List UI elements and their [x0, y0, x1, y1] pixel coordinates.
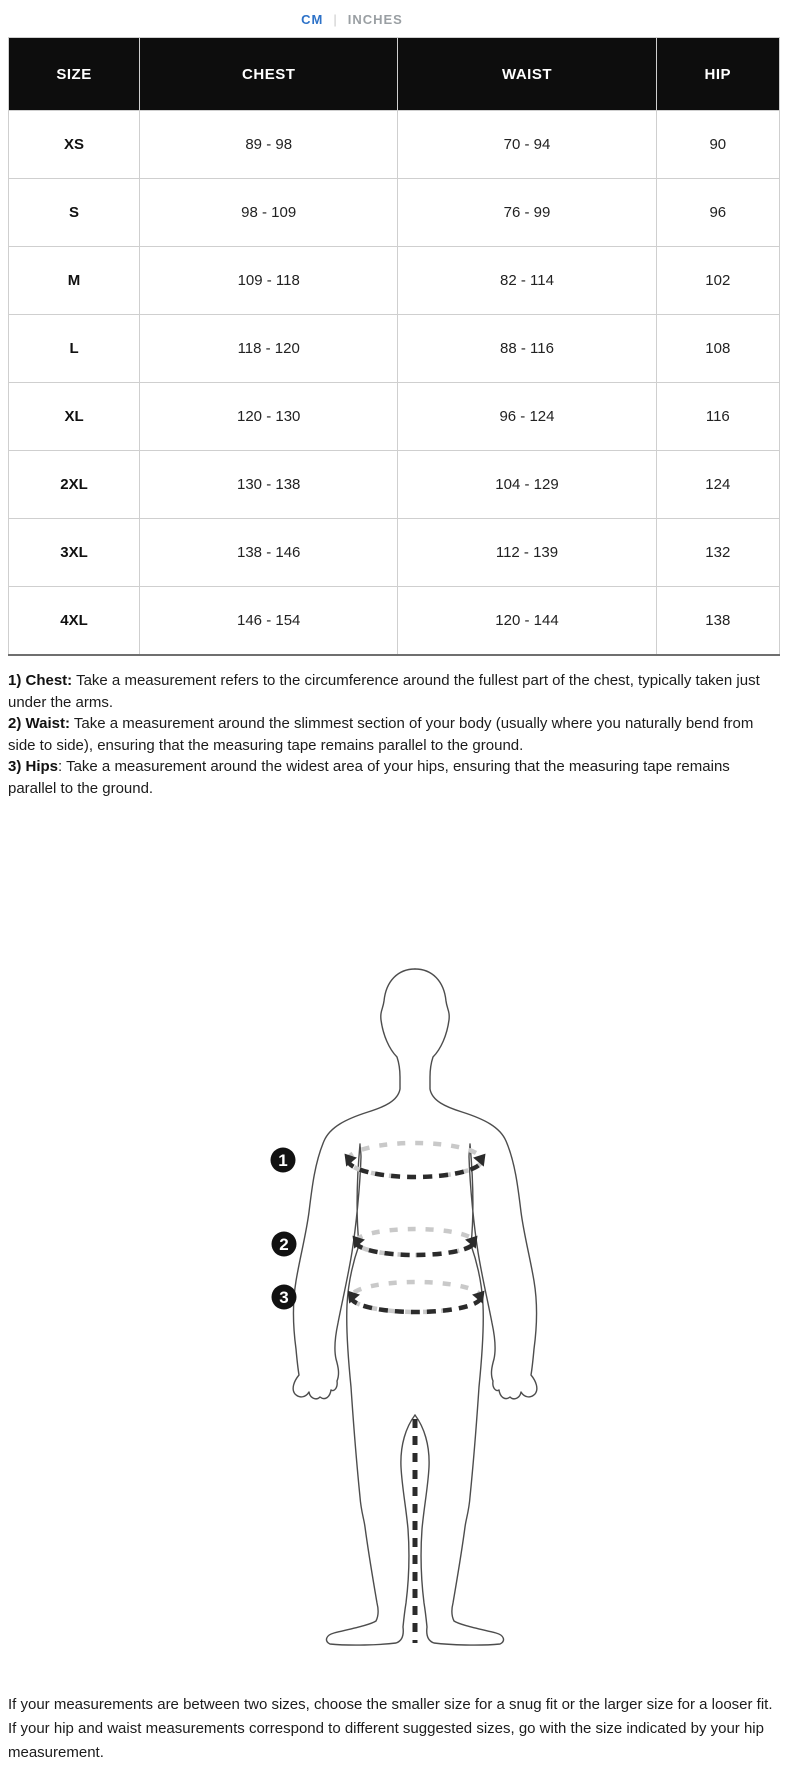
- body-figure-illustration: [230, 857, 560, 1657]
- waist-cell: 82 - 114: [398, 247, 656, 315]
- waist-cell: 112 - 139: [398, 519, 656, 587]
- size-cell: S: [9, 179, 140, 247]
- marker-waist-number: 2: [279, 1235, 289, 1254]
- waist-cell: 70 - 94: [398, 111, 656, 179]
- chest-cell: 118 - 120: [140, 315, 398, 383]
- hip-cell: 108: [656, 315, 779, 383]
- marker-chest-number: 1: [278, 1151, 288, 1170]
- size-row-3xl: [9, 519, 780, 587]
- size-cell: XS: [9, 111, 140, 179]
- marker-hip-number: 3: [279, 1288, 289, 1307]
- hip-cell: 102: [656, 247, 779, 315]
- size-row-2xl: [9, 451, 780, 519]
- chest-cell: 146 - 154: [140, 587, 398, 656]
- measurement-instructions: [0, 656, 788, 799]
- hip-cell: 138: [656, 587, 779, 656]
- chest-cell: 109 - 118: [140, 247, 398, 315]
- chest-cell: 98 - 109: [140, 179, 398, 247]
- instruction-item-2: 2) Waist: Take a measurement around the slimmest section of your body (usually where you naturally bend from side to side), ensuring that the measuring tape remains parallel to the ground.: [8, 715, 754, 754]
- size-table: [8, 37, 780, 656]
- waist-cell: 76 - 99: [398, 179, 656, 247]
- size-cell: XL: [9, 383, 140, 451]
- unit-divider: |: [333, 12, 338, 27]
- tab-cm[interactable]: CM: [301, 12, 324, 27]
- hip-cell: 124: [656, 451, 779, 519]
- size-cell: 3XL: [9, 519, 140, 587]
- size-row-xs: [9, 111, 780, 179]
- column-header-waist: WAIST: [398, 38, 656, 111]
- size-cell: 2XL: [9, 451, 140, 519]
- chest-cell: 138 - 146: [140, 519, 398, 587]
- hip-cell: 116: [656, 383, 779, 451]
- chest-cell: 120 - 130: [140, 383, 398, 451]
- size-row-xl: [9, 383, 780, 451]
- waist-measure-line: [347, 1229, 483, 1255]
- chest-cell: 89 - 98: [140, 111, 398, 179]
- marker-chest: [271, 1148, 296, 1173]
- size-cell: L: [9, 315, 140, 383]
- size-table-header-row: [9, 38, 780, 111]
- marker-waist: [272, 1232, 297, 1257]
- waist-cell: 88 - 116: [398, 315, 656, 383]
- instruction-item-1: 1) Chest: Take a measurement refers to the circumference around the fullest part of the chest, typically taken just under the arms.: [8, 672, 760, 711]
- column-header-chest: CHEST: [140, 38, 398, 111]
- waist-cell: 104 - 129: [398, 451, 656, 519]
- size-cell: M: [9, 247, 140, 315]
- column-header-size: SIZE: [9, 38, 140, 111]
- hip-cell: 90: [656, 111, 779, 179]
- fit-advice-note: If your measurements are between two sizes, choose the smaller size for a snug fit or the larger size for a looser fit. If your hip and waist measurements correspond to different suggested sizes, go with the size indicated by your hip measurement.: [8, 1696, 773, 1761]
- size-row-l: [9, 315, 780, 383]
- size-chart-section: [0, 37, 788, 656]
- waist-cell: 96 - 124: [398, 383, 656, 451]
- unit-toggle: [0, 0, 746, 27]
- hip-cell: 132: [656, 519, 779, 587]
- chest-measure-line: [339, 1143, 491, 1177]
- tab-inches[interactable]: INCHES: [347, 12, 403, 27]
- body-diagram: [0, 857, 788, 1657]
- marker-hip: [272, 1285, 297, 1310]
- hip-measure-line: [342, 1282, 490, 1312]
- waist-cell: 120 - 144: [398, 587, 656, 656]
- size-cell: 4XL: [9, 587, 140, 656]
- chest-cell: 130 - 138: [140, 451, 398, 519]
- column-header-hip: HIP: [656, 38, 779, 111]
- size-row-m: [9, 247, 780, 315]
- size-row-s: [9, 179, 780, 247]
- instruction-item-3: 3) Hips: Take a measurement around the widest area of your hips, ensuring that the measuring tape remains parallel to the ground.: [8, 758, 730, 797]
- size-table-body: [9, 111, 780, 656]
- size-row-4xl: [9, 587, 780, 656]
- hip-cell: 96: [656, 179, 779, 247]
